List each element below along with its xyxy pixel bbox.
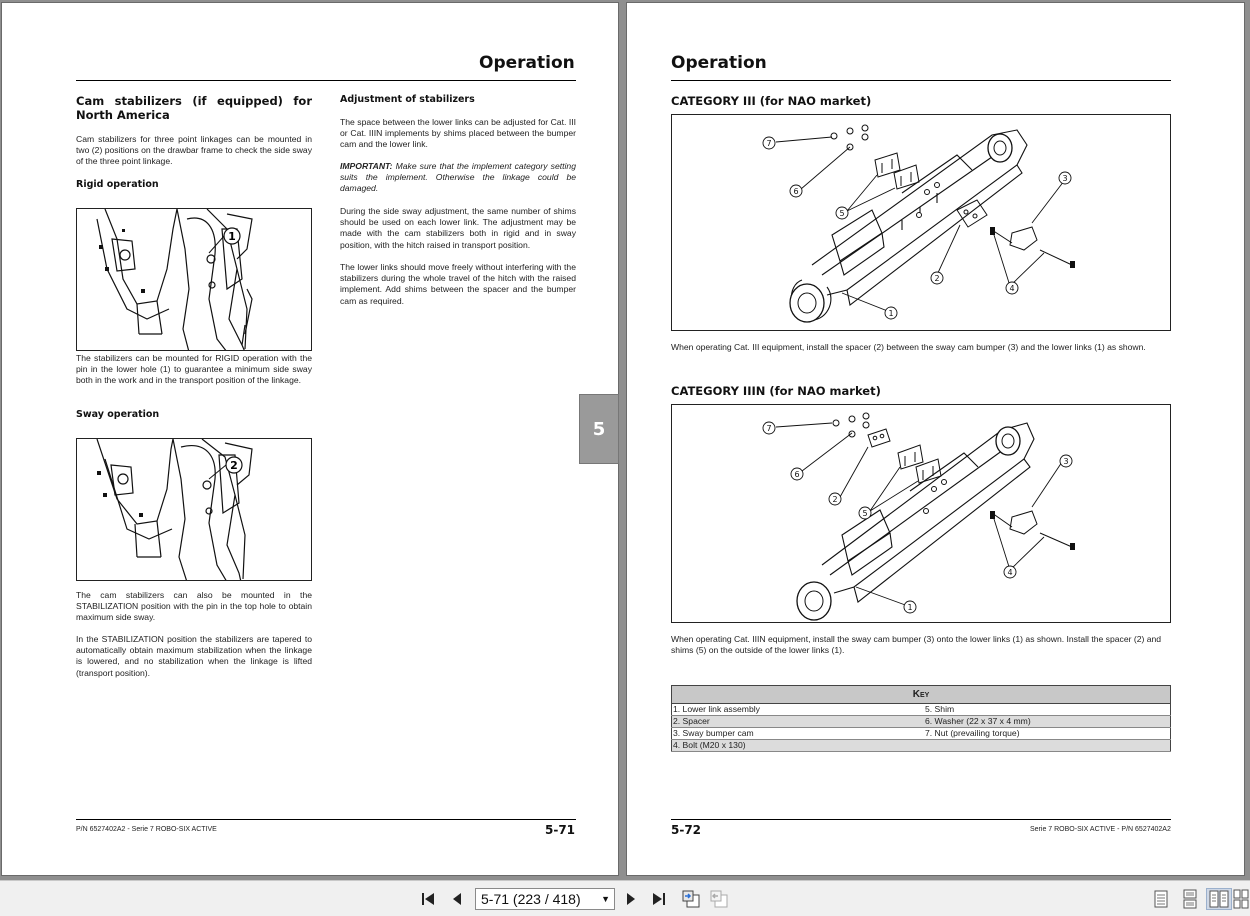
continuous-view-button[interactable] — [1177, 888, 1203, 910]
single-page-view-button[interactable] — [1148, 888, 1174, 910]
key-cell: 4. Bolt (M20 x 130) — [672, 740, 925, 752]
important-note — [340, 161, 576, 195]
callout-6: 6 — [793, 187, 799, 196]
sway-text-1: The cam stabilizers can also be mounted in the STABILIZATION position with the pin in the top hole to obtain maximum side sway. — [76, 590, 312, 623]
callout-5: 5 — [862, 509, 868, 518]
single-page-icon — [1154, 890, 1168, 908]
previous-page-icon — [450, 891, 464, 907]
key-cell: 3. Sway bumper cam — [672, 728, 925, 740]
cat3-caption: When operating Cat. III equipment, install the spacer (2) between the sway cam bumper (3) and the lower links (1) as shown. — [671, 342, 1146, 352]
cat3n-caption: When operating Cat. IIIN equipment, install the sway cam bumper (3) onto the lower links (1) as shown. Install the spacer (2) and shims (5) on the outside of the lower links (1). — [671, 634, 1162, 655]
continuous-facing-view-button[interactable] — [1232, 888, 1250, 910]
sway-illustration — [77, 439, 312, 581]
previous-view-icon — [681, 890, 701, 908]
table-row — [672, 704, 1171, 716]
callout-2: 2 — [934, 274, 940, 283]
page-number: 5-71 — [545, 823, 576, 837]
facing-pages-view-button[interactable] — [1206, 888, 1232, 910]
key-table — [671, 685, 1171, 752]
sway-heading: Sway operation — [76, 409, 160, 420]
key-cell — [924, 740, 1171, 752]
facing-pages-icon — [1209, 890, 1229, 908]
next-view-icon — [709, 890, 729, 908]
footer-text: Serie 7 ROBO-SIX ACTIVE - P/N 6527402A2 — [1030, 826, 1171, 833]
header-rule — [76, 80, 576, 81]
continuous-page-icon — [1183, 889, 1197, 909]
adjustment-heading: Adjustment of stabilizers — [340, 94, 475, 105]
table-row — [672, 728, 1171, 740]
right-page — [626, 2, 1245, 876]
intro-text: Cam stabilizers for three point linkages can be mounted in two (2) positions on the drawbar frame to check the side sway of the three point linkage. — [76, 134, 312, 167]
table-row — [672, 716, 1171, 728]
key-cell: 1. Lower link assembly — [672, 704, 925, 716]
table-row — [672, 740, 1171, 752]
footer-text: P/N 6527402A2 - Serie 7 ROBO-SIX ACTIVE — [76, 826, 217, 833]
callout-5: 5 — [839, 209, 845, 218]
first-page-button[interactable] — [418, 889, 440, 909]
last-page-icon — [650, 891, 668, 907]
callout-3: 3 — [1062, 174, 1068, 183]
chevron-down-icon: ▼ — [601, 894, 610, 904]
rigid-text: The stabilizers can be mounted for RIGID operation with the pin in the lower hole (1) to guarantee a minimum side sway both in the work and in the transport position of the linkage. — [76, 353, 312, 386]
left-page — [1, 2, 619, 876]
key-title: Key — [672, 686, 1171, 704]
page-header: Operation — [479, 53, 575, 73]
continuous-facing-icon — [1233, 889, 1249, 909]
cat3-title: CATEGORY III (for NAO market) — [671, 94, 872, 108]
adjustment-text-3: The lower links should move freely without interfering with the stabilizers during the whole travel of the hitch with the raised implement. Add shims between the spacer and the bumper cam as required. — [340, 262, 576, 306]
key-cell: 6. Washer (22 x 37 x 4 mm) — [924, 716, 1171, 728]
rigid-callout: 1 — [228, 230, 236, 243]
previous-page-button[interactable] — [446, 889, 468, 909]
page-number: 5-72 — [671, 823, 702, 837]
next-view-button[interactable] — [708, 889, 730, 909]
cat3-figure — [671, 114, 1171, 331]
important-label: IMPORTANT: — [340, 161, 393, 171]
callout-4: 4 — [1009, 284, 1015, 293]
sway-callout: 2 — [230, 459, 238, 472]
callout-3: 3 — [1063, 457, 1069, 466]
adjustment-text-2: During the side sway adjustment, the same number of shims should be used on each lower link. The adjustment may be made with the cam stabilizers both in rigid and in sway position, with the hitch raised in transport position. — [340, 206, 576, 250]
next-page-icon — [624, 891, 638, 907]
page-indicator: 5-71 (223 / 418) — [481, 891, 581, 907]
next-page-button[interactable] — [620, 889, 642, 909]
callout-4: 4 — [1007, 568, 1013, 577]
sway-figure — [76, 438, 312, 581]
cat3n-illustration — [672, 405, 1171, 623]
header-rule — [671, 80, 1171, 81]
rigid-illustration — [77, 209, 312, 351]
cat3n-figure — [671, 404, 1171, 623]
first-page-icon — [420, 891, 438, 907]
cat3n-title: CATEGORY IIIN (for NAO market) — [671, 384, 881, 398]
last-page-button[interactable] — [648, 889, 670, 909]
page-number-select[interactable] — [475, 888, 615, 910]
important-text: Make sure that the implement category setting suits the implement. Otherwise the linkage could be damaged. — [340, 161, 576, 194]
footer-rule — [76, 819, 576, 820]
callout-7: 7 — [766, 139, 772, 148]
key-cell: 5. Shim — [924, 704, 1171, 716]
cat3-illustration — [672, 115, 1171, 331]
section-tab: 5 — [579, 394, 619, 464]
navigation-toolbar — [0, 880, 1250, 916]
rigid-figure — [76, 208, 312, 351]
section-title: Cam stabilizers (if equipped) for North America — [76, 94, 312, 122]
page-header: Operation — [671, 53, 767, 73]
callout-1: 1 — [888, 309, 894, 318]
callout-1: 1 — [907, 603, 913, 612]
callout-2: 2 — [832, 495, 838, 504]
previous-view-button[interactable] — [680, 889, 702, 909]
callout-7: 7 — [766, 424, 772, 433]
callout-6: 6 — [794, 470, 800, 479]
key-cell: 2. Spacer — [672, 716, 925, 728]
rigid-heading: Rigid operation — [76, 179, 159, 190]
key-cell: 7. Nut (prevailing torque) — [924, 728, 1171, 740]
adjustment-text-1: The space between the lower links can be adjusted for Cat. III or Cat. IIIN implements by shims placed between the bumper cam and the lower link. — [340, 117, 576, 150]
footer-rule — [671, 819, 1171, 820]
sway-text-2: In the STABILIZATION position the stabilizers are tapered to automatically obtain maximum stabilization when the linkage is lowered, and no stabilization when the linkage is lifted (transport position). — [76, 634, 312, 678]
